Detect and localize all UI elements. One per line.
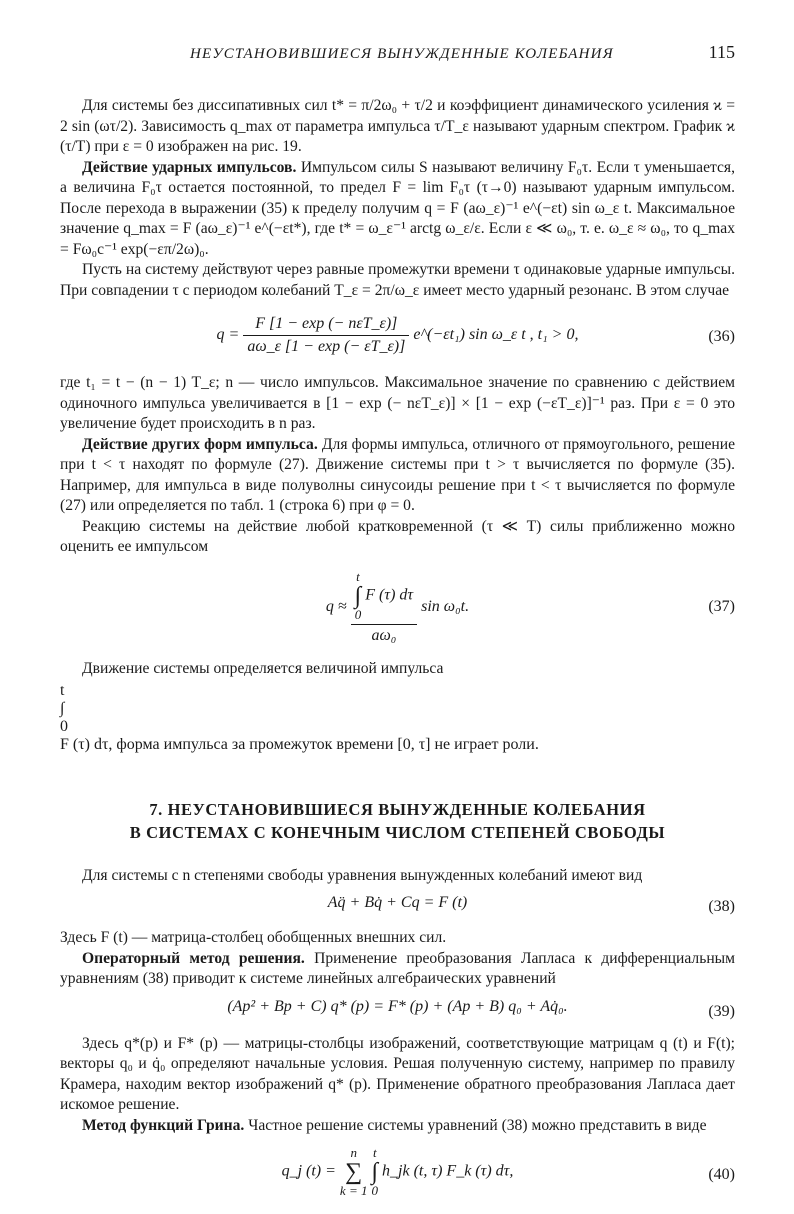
run-in-heading: Действие ударных импульсов. [82,158,297,176]
integral-sign-icon: ∫ [60,699,65,717]
eq40-sum [340,1146,368,1198]
section-heading [60,798,735,844]
paragraph-7-end: F (τ) dτ, форма импульса за промежуток времени [0, τ] не играет роли. [60,735,539,753]
eq37-rhs: sin ω₀t. [421,597,470,615]
paragraph-4: где t₁ = t − (n − 1) T_ε; n — число импульсов. Максимальное значение по сравнению с действием одиночного импульса увеличивается в [1 − exp (− nεT_ε)] × [1 − exp (−εT_ε)]⁻¹ раз. При ε = 0 это увеличение будет происходить в n раз. [60,374,735,432]
paragraph-10-text: Применение преобразования Лапласа к дифференциальным уравнениям (38) приводит к системе линейных алгебраических уравнений [60,949,736,987]
equation-38 [60,894,735,920]
eq39-body: (Ap² + Bp + C) q* (p) = F* (p) + (Ap + B) q₀ + Aq̇₀. [227,997,568,1015]
eq37-lhs: q ≈ [325,597,347,615]
page [60,40,735,1214]
eq40-integral [371,1146,378,1198]
paragraph-3: Пусть на систему действуют через равные промежутки времени τ одинаковые ударные импульсы. При совпадении τ с периодом колебаний T_ε = 2π/ω_ε имеет место ударный резонанс. В этом случае [60,261,735,299]
paragraph-9: Здесь F (t) — матрица-столбец обобщенных внешних сил. [60,929,447,946]
paragraph-12-text: Частное решение системы уравнений (38) можно представить в виде [244,1116,707,1134]
equation-36 [60,309,735,365]
paragraph-11: Здесь q*(p) и F* (p) — матрицы-столбцы изображений, соответствующие матрицам q (t) и F(t); векторы q₀ и q̇₀ определяют начальные условия. Решая полученную систему, например по правилу Крамера, находим вектор изображений q* (p). Применение обратного преобразования Лапласа дает искомое решение. [60,1034,735,1113]
eq38-body: Aq̈ + Bq̇ + Cq = F (t) [327,894,468,911]
eq37-number: (37) [708,597,735,615]
equation-39 [60,998,735,1026]
eq38-number: (38) [708,898,735,915]
eq37-int-lower: 0 [354,606,362,622]
paragraph-5-text: Для формы импульса, отличного от прямоугольного, решение при t < τ находят по формуле (27). Движение системы при t > τ вычисляется по формуле (35). Например, для импульса в виде полуволны синусоиды решение при t < τ вычисляется по формуле (27) или определяется по табл. 1 (строка 6) при φ = 0. [60,435,735,514]
eq40-int-upper: t [372,1145,377,1160]
running-header [60,40,735,66]
eq37-integrand: F (τ) dτ [365,586,414,604]
eq39-number: (39) [708,1002,735,1020]
eq40-number: (40) [708,1166,735,1183]
eq36-denominator: aω_ε [1 − exp (− εT_ε)] [247,338,406,355]
eq37-integral [355,570,362,622]
paragraph-12 [60,1116,735,1137]
section-heading-line-2: В СИСТЕМАХ С КОНЕЧНЫМ ЧИСЛОМ СТЕПЕНЕЙ СВОБОДЫ [129,822,666,842]
section-heading-line-1: 7. НЕУСТАНОВИВШИЕСЯ ВЫНУЖДЕННЫЕ КОЛЕБАНИЯ [149,799,646,819]
sum-sign-icon: ∑ [345,1159,363,1185]
equation-37 [60,566,735,648]
integral-sign-icon: ∫ [354,582,362,609]
eq40-sum-lower: k = 1 [339,1183,368,1198]
eq40-lhs: q_j (t) = [281,1162,336,1180]
integral-sign-icon: ∫ [371,1159,379,1185]
paragraph-8: Для системы с n степенями свободы уравнения вынужденных колебаний имеют вид [82,866,643,884]
eq40-int-lower: 0 [371,1183,378,1198]
run-in-heading: Операторный метод решения. [82,949,305,967]
run-in-heading: Действие других форм импульса. [82,435,318,453]
paragraph-5 [60,435,735,517]
paragraph-1: Для системы без диссипативных сил t* = π/2ω₀ + τ/2 и коэффициент динамического усиления ϰ = 2 sin (ωτ/2). Зависимость q_max от параметра импульса τ/T_ε называют ударным спектром. График ϰ (τ/T) при ε = 0 изображен на рис. 19. [60,97,735,155]
eq36-lhs: q = [216,326,240,344]
eq37-denominator: aω₀ [371,626,397,644]
inline-int-lower: 0 [60,717,68,735]
run-in-heading: Метод функций Грина. [82,1116,245,1134]
eq36-fraction [243,315,409,356]
inline-int-upper: t [60,681,65,699]
eq37-numerator [351,570,417,625]
eq37-int-upper: t [356,568,360,584]
running-title: НЕУСТАНОВИВШИЕСЯ ВЫНУЖДЕННЫЕ КОЛЕБАНИЯ [190,46,614,62]
equation-40 [60,1144,735,1206]
eq36-rhs: e^(−εt₁) sin ω_ε t , t₁ > 0, [413,326,579,344]
paragraph-2-text: Импульсом силы S называют величину F₀τ. Если τ уменьшается, а величина F₀τ остается постоянной, то предел F = lim F₀τ (τ→0) называют ударным импульсом. После перехода в выражении (35) к пределу получим q = F (aω_ε)⁻¹ e^(−εt) sin ω_ε t. Максимальное значение q_max = F (aω_ε)⁻¹ e^(−εt*), где t* = ω_ε⁻¹ arctg ω_ε/ε. Если ε ≪ ω₀, т. е. ω_ε ≈ ω₀, то q_max = Fω₀c⁻¹ exp(−επ/2ω)₀. [60,158,735,258]
page-number: 115 [708,42,735,62]
paragraph-7-start: Движение системы определяется величиной импульса [82,659,444,677]
eq37-fraction [351,570,417,645]
eq40-sum-upper: n [350,1145,357,1160]
eq36-numerator: F [1 − exp (− nεT_ε)] [243,315,409,336]
paragraph-6: Реакцию системы на действие любой кратковременной (τ ≪ T) силы приближенно можно оценить ее импульсом [60,517,735,555]
paragraph-7 [60,656,735,682]
paragraph-2 [60,158,735,261]
paragraph-10 [60,949,735,990]
eq36-number: (36) [708,328,735,345]
eq40-rhs: h_jk (t, τ) F_k (τ) dτ, [382,1162,514,1180]
